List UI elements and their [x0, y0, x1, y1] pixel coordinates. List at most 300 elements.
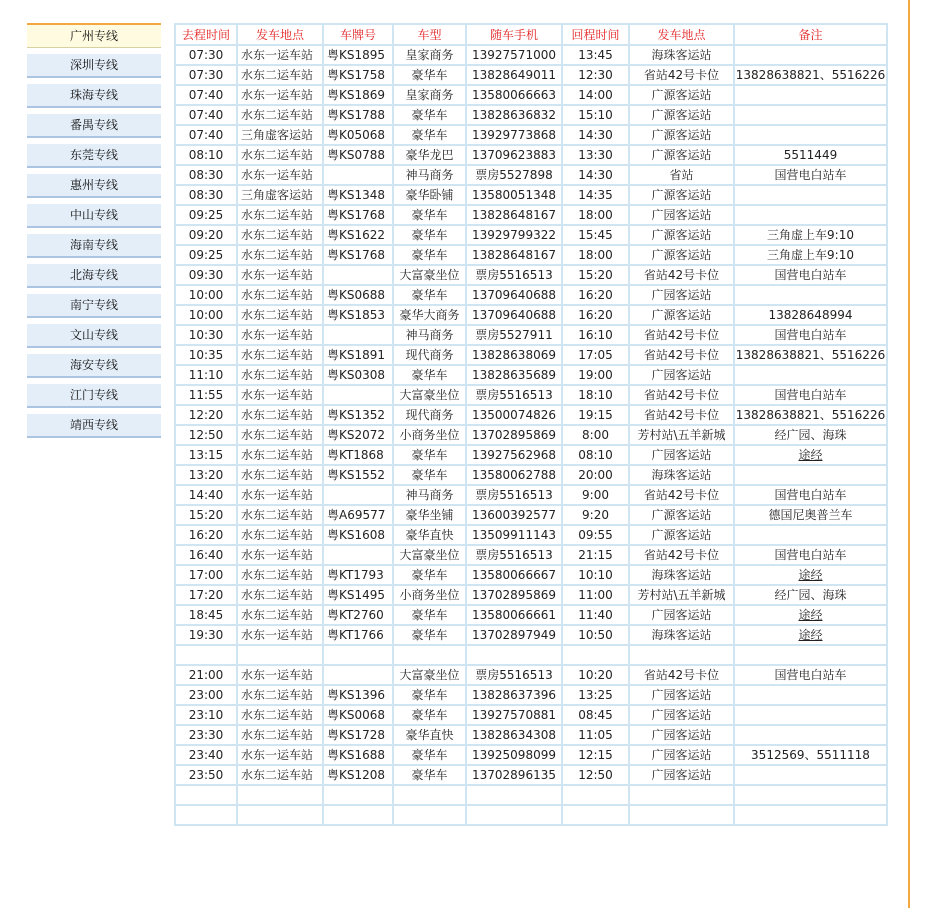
depart-place-cell: 水东二运车站	[237, 525, 323, 545]
return-place-cell: 省站42号卡位	[629, 325, 734, 345]
phone-cell: 13828649011	[466, 65, 562, 85]
return-time-cell: 16:20	[562, 305, 629, 325]
vehicle-type-cell	[393, 805, 466, 825]
table-row	[175, 185, 887, 205]
vehicle-type-cell	[393, 645, 466, 665]
depart-time-cell: 14:40	[175, 485, 237, 505]
return-place-cell: 广园客运站	[629, 605, 734, 625]
remarks-cell: 经广园、海珠	[734, 425, 887, 445]
return-place-cell: 广源客运站	[629, 85, 734, 105]
table-row	[175, 325, 887, 345]
depart-time-cell: 23:50	[175, 765, 237, 785]
depart-place-cell: 水东二运车站	[237, 725, 323, 745]
table-row	[175, 785, 887, 805]
phone-cell: 票房5516513	[466, 385, 562, 405]
table-row	[175, 425, 887, 445]
plate-cell: 粤KS1768	[323, 205, 393, 225]
remarks-cell	[734, 725, 887, 745]
plate-cell: 粤KS1869	[323, 85, 393, 105]
depart-time-cell: 07:40	[175, 125, 237, 145]
depart-time-cell: 23:30	[175, 725, 237, 745]
remarks-cell	[734, 705, 887, 725]
remarks-cell	[734, 85, 887, 105]
table-row	[175, 645, 887, 665]
plate-cell	[323, 485, 393, 505]
remarks-cell	[734, 645, 887, 665]
depart-place-cell: 水东二运车站	[237, 685, 323, 705]
depart-time-cell: 09:30	[175, 265, 237, 285]
depart-place-cell: 水东二运车站	[237, 285, 323, 305]
phone-cell: 票房5516513	[466, 265, 562, 285]
vehicle-type-cell: 神马商务	[393, 325, 466, 345]
table-row	[175, 525, 887, 545]
return-place-cell: 海珠客运站	[629, 45, 734, 65]
vehicle-type-cell: 豪华车	[393, 465, 466, 485]
depart-place-cell: 三角虚客运站	[237, 125, 323, 145]
sidebar-item-route[interactable]: 深圳专线	[27, 53, 161, 78]
table-row	[175, 125, 887, 145]
vehicle-type-cell: 豪华坐铺	[393, 505, 466, 525]
vehicle-type-cell: 现代商务	[393, 405, 466, 425]
return-time-cell: 21:15	[562, 545, 629, 565]
depart-time-cell: 17:00	[175, 565, 237, 585]
phone-cell: 13580066663	[466, 85, 562, 105]
table-row	[175, 265, 887, 285]
table-row	[175, 745, 887, 765]
remarks-cell: 国营电白站车	[734, 545, 887, 565]
plate-cell: 粤KS1788	[323, 105, 393, 125]
phone-cell	[466, 645, 562, 665]
remarks-cell[interactable]: 途经	[734, 625, 887, 645]
vehicle-type-cell	[393, 785, 466, 805]
plate-cell	[323, 165, 393, 185]
header-plate: 车牌号	[323, 24, 393, 45]
depart-place-cell: 水东二运车站	[237, 305, 323, 325]
phone-cell: 票房5527911	[466, 325, 562, 345]
return-time-cell: 19:15	[562, 405, 629, 425]
return-time-cell: 18:10	[562, 385, 629, 405]
phone-cell: 13580066661	[466, 605, 562, 625]
return-place-cell: 芳村站\五羊新城	[629, 425, 734, 445]
remarks-cell	[734, 45, 887, 65]
remarks-cell: 德国尼奥普兰车	[734, 505, 887, 525]
plate-cell	[323, 385, 393, 405]
depart-time-cell: 23:00	[175, 685, 237, 705]
return-place-cell	[629, 805, 734, 825]
depart-time-cell: 12:50	[175, 425, 237, 445]
plate-cell: 粤KS1768	[323, 245, 393, 265]
phone-cell	[466, 785, 562, 805]
remarks-cell: 三角虚上车9:10	[734, 245, 887, 265]
remarks-cell	[734, 685, 887, 705]
vehicle-type-cell: 豪华车	[393, 365, 466, 385]
plate-cell	[323, 785, 393, 805]
depart-place-cell: 水东一运车站	[237, 325, 323, 345]
return-time-cell: 12:15	[562, 745, 629, 765]
return-place-cell: 海珠客运站	[629, 625, 734, 645]
remarks-cell: 国营电白站车	[734, 165, 887, 185]
depart-time-cell	[175, 785, 237, 805]
remarks-cell: 13828648994	[734, 305, 887, 325]
return-place-cell: 广源客运站	[629, 145, 734, 165]
depart-time-cell: 17:20	[175, 585, 237, 605]
sidebar-item-route[interactable]: 靖西专线	[27, 413, 161, 438]
sidebar-item-route[interactable]: 海南专线	[27, 233, 161, 258]
remarks-cell	[734, 805, 887, 825]
phone-cell: 13709640688	[466, 305, 562, 325]
depart-place-cell: 水东一运车站	[237, 45, 323, 65]
sidebar-item-route[interactable]: 北海专线	[27, 263, 161, 288]
return-place-cell: 广源客运站	[629, 185, 734, 205]
table-row	[175, 565, 887, 585]
plate-cell: 粤KS1853	[323, 305, 393, 325]
depart-place-cell: 水东一运车站	[237, 85, 323, 105]
phone-cell: 13702895869	[466, 425, 562, 445]
return-place-cell: 省站42号卡位	[629, 265, 734, 285]
depart-place-cell: 水东一运车站	[237, 545, 323, 565]
return-time-cell: 10:20	[562, 665, 629, 685]
plate-cell: 粤KS1758	[323, 65, 393, 85]
remarks-cell	[734, 785, 887, 805]
phone-cell: 13600392577	[466, 505, 562, 525]
remarks-cell: 国营电白站车	[734, 265, 887, 285]
depart-time-cell: 10:00	[175, 305, 237, 325]
vehicle-type-cell: 大富豪坐位	[393, 545, 466, 565]
vehicle-type-cell: 豪华车	[393, 625, 466, 645]
table-row	[175, 225, 887, 245]
vehicle-type-cell: 豪华车	[393, 565, 466, 585]
return-place-cell: 海珠客运站	[629, 565, 734, 585]
phone-cell: 13828636832	[466, 105, 562, 125]
vehicle-type-cell: 豪华车	[393, 125, 466, 145]
plate-cell: 粤KS1396	[323, 685, 393, 705]
route-sidebar	[27, 23, 161, 443]
vehicle-type-cell: 小商务坐位	[393, 585, 466, 605]
return-time-cell: 11:00	[562, 585, 629, 605]
return-place-cell: 广园客运站	[629, 445, 734, 465]
depart-time-cell: 23:10	[175, 705, 237, 725]
depart-place-cell: 水东一运车站	[237, 265, 323, 285]
table-row	[175, 145, 887, 165]
return-time-cell: 14:30	[562, 125, 629, 145]
return-place-cell	[629, 645, 734, 665]
remarks-cell: 13828638821、5516226	[734, 345, 887, 365]
return-time-cell: 14:30	[562, 165, 629, 185]
depart-time-cell: 19:30	[175, 625, 237, 645]
return-time-cell: 15:20	[562, 265, 629, 285]
phone-cell: 13828634308	[466, 725, 562, 745]
table-row	[175, 705, 887, 725]
plate-cell: 粤KS1208	[323, 765, 393, 785]
depart-place-cell: 水东一运车站	[237, 745, 323, 765]
depart-place-cell: 水东二运车站	[237, 245, 323, 265]
vehicle-type-cell: 皇家商务	[393, 45, 466, 65]
plate-cell: 粤A69577	[323, 505, 393, 525]
phone-cell: 票房5527898	[466, 165, 562, 185]
depart-time-cell: 10:00	[175, 285, 237, 305]
vehicle-type-cell: 豪华车	[393, 765, 466, 785]
table-row	[175, 465, 887, 485]
return-time-cell: 08:10	[562, 445, 629, 465]
phone-cell: 票房5516513	[466, 485, 562, 505]
return-place-cell: 广源客运站	[629, 225, 734, 245]
plate-cell: 粤KS2072	[323, 425, 393, 445]
return-time-cell: 14:35	[562, 185, 629, 205]
vehicle-type-cell: 豪华车	[393, 285, 466, 305]
remarks-cell	[734, 765, 887, 785]
depart-time-cell: 07:40	[175, 105, 237, 125]
depart-place-cell	[237, 805, 323, 825]
return-time-cell: 16:20	[562, 285, 629, 305]
depart-time-cell: 10:30	[175, 325, 237, 345]
table-row	[175, 205, 887, 225]
depart-place-cell: 水东二运车站	[237, 605, 323, 625]
depart-place-cell: 水东二运车站	[237, 765, 323, 785]
plate-cell: 粤KS0688	[323, 285, 393, 305]
phone-cell: 票房5516513	[466, 545, 562, 565]
remarks-cell: 国营电白站车	[734, 485, 887, 505]
table-row	[175, 85, 887, 105]
vehicle-type-cell: 皇家商务	[393, 85, 466, 105]
table-row	[175, 805, 887, 825]
table-row	[175, 365, 887, 385]
vehicle-type-cell: 豪华车	[393, 445, 466, 465]
depart-time-cell: 08:30	[175, 185, 237, 205]
depart-place-cell: 水东二运车站	[237, 365, 323, 385]
return-place-cell: 广源客运站	[629, 105, 734, 125]
phone-cell: 13927570881	[466, 705, 562, 725]
plate-cell: 粤KT1793	[323, 565, 393, 585]
depart-place-cell: 水东一运车站	[237, 665, 323, 685]
plate-cell	[323, 325, 393, 345]
header-vehicle-type: 车型	[393, 24, 466, 45]
return-time-cell: 10:10	[562, 565, 629, 585]
return-time-cell: 13:45	[562, 45, 629, 65]
phone-cell: 13500074826	[466, 405, 562, 425]
plate-cell: 粤KS1352	[323, 405, 393, 425]
table-row	[175, 665, 887, 685]
phone-cell: 13709623883	[466, 145, 562, 165]
return-time-cell: 15:10	[562, 105, 629, 125]
phone-cell: 13828635689	[466, 365, 562, 385]
sidebar-item-route[interactable]: 海安专线	[27, 353, 161, 378]
table-row	[175, 585, 887, 605]
sidebar-item-route[interactable]: 中山专线	[27, 203, 161, 228]
phone-cell: 13828637396	[466, 685, 562, 705]
plate-cell: 粤KS1495	[323, 585, 393, 605]
table-row	[175, 625, 887, 645]
vehicle-type-cell: 豪华卧铺	[393, 185, 466, 205]
sidebar-item-route[interactable]: 南宁专线	[27, 293, 161, 318]
return-place-cell: 省站42号卡位	[629, 485, 734, 505]
depart-place-cell: 水东二运车站	[237, 705, 323, 725]
depart-place-cell: 水东二运车站	[237, 145, 323, 165]
plate-cell: 粤KS1728	[323, 725, 393, 745]
return-time-cell: 11:40	[562, 605, 629, 625]
depart-place-cell: 水东二运车站	[237, 465, 323, 485]
depart-place-cell: 水东二运车站	[237, 425, 323, 445]
return-place-cell: 广园客运站	[629, 365, 734, 385]
phone-cell: 13828648167	[466, 245, 562, 265]
table-row	[175, 765, 887, 785]
remarks-cell: 3512569、5511118	[734, 745, 887, 765]
phone-cell: 13929773868	[466, 125, 562, 145]
depart-place-cell: 水东二运车站	[237, 585, 323, 605]
header-remarks: 备注	[734, 24, 887, 45]
remarks-cell: 经广园、海珠	[734, 585, 887, 605]
remarks-cell: 国营电白站车	[734, 385, 887, 405]
return-time-cell: 14:00	[562, 85, 629, 105]
remarks-cell	[734, 525, 887, 545]
vehicle-type-cell: 豪华车	[393, 605, 466, 625]
return-time-cell: 8:00	[562, 425, 629, 445]
plate-cell: 粤KS1895	[323, 45, 393, 65]
plate-cell	[323, 805, 393, 825]
sidebar-item-route[interactable]: 惠州专线	[27, 173, 161, 198]
return-time-cell: 13:25	[562, 685, 629, 705]
table-row	[175, 345, 887, 365]
return-time-cell: 10:50	[562, 625, 629, 645]
depart-place-cell: 水东二运车站	[237, 105, 323, 125]
return-time-cell: 18:00	[562, 245, 629, 265]
return-time-cell: 08:45	[562, 705, 629, 725]
depart-time-cell: 18:45	[175, 605, 237, 625]
return-place-cell: 广园客运站	[629, 725, 734, 745]
depart-time-cell: 07:30	[175, 65, 237, 85]
sidebar-item-route[interactable]: 东莞专线	[27, 143, 161, 168]
return-time-cell	[562, 785, 629, 805]
return-place-cell: 广源客运站	[629, 505, 734, 525]
return-place-cell: 省站42号卡位	[629, 405, 734, 425]
vehicle-type-cell: 神马商务	[393, 165, 466, 185]
remarks-cell[interactable]: 途经	[734, 445, 887, 465]
phone-cell: 13580062788	[466, 465, 562, 485]
return-time-cell: 12:30	[562, 65, 629, 85]
return-time-cell: 18:00	[562, 205, 629, 225]
depart-time-cell: 12:20	[175, 405, 237, 425]
table-row	[175, 545, 887, 565]
phone-cell: 13929799322	[466, 225, 562, 245]
remarks-cell	[734, 365, 887, 385]
depart-place-cell: 水东一运车站	[237, 385, 323, 405]
vehicle-type-cell: 豪华车	[393, 745, 466, 765]
return-place-cell: 省站42号卡位	[629, 545, 734, 565]
vehicle-type-cell: 豪华车	[393, 225, 466, 245]
plate-cell: 粤KS1891	[323, 345, 393, 365]
depart-time-cell: 08:30	[175, 165, 237, 185]
vehicle-type-cell: 小商务坐位	[393, 425, 466, 445]
plate-cell: 粤K05068	[323, 125, 393, 145]
table-row	[175, 385, 887, 405]
vehicle-type-cell: 豪华龙巴	[393, 145, 466, 165]
depart-place-cell	[237, 645, 323, 665]
sidebar-item-route[interactable]: 广州专线	[27, 23, 161, 48]
vehicle-type-cell: 豪华车	[393, 105, 466, 125]
header-depart-place: 发车地点	[237, 24, 323, 45]
header-return-place: 发车地点	[629, 24, 734, 45]
vehicle-type-cell: 神马商务	[393, 485, 466, 505]
depart-place-cell: 水东二运车站	[237, 445, 323, 465]
return-time-cell: 09:55	[562, 525, 629, 545]
schedule-table	[174, 23, 888, 826]
sidebar-item-route[interactable]: 文山专线	[27, 323, 161, 348]
table-row	[175, 725, 887, 745]
phone-cell: 票房5516513	[466, 665, 562, 685]
sidebar-item-route[interactable]: 番禺专线	[27, 113, 161, 138]
depart-place-cell: 水东二运车站	[237, 505, 323, 525]
return-time-cell: 13:30	[562, 145, 629, 165]
vehicle-type-cell: 豪华直快	[393, 525, 466, 545]
return-place-cell: 省站42号卡位	[629, 345, 734, 365]
phone-cell: 13927562968	[466, 445, 562, 465]
table-row	[175, 485, 887, 505]
depart-time-cell: 16:40	[175, 545, 237, 565]
depart-place-cell: 水东二运车站	[237, 345, 323, 365]
remarks-cell: 13828638821、5516226	[734, 405, 887, 425]
depart-place-cell: 三角虚客运站	[237, 185, 323, 205]
vehicle-type-cell: 豪华车	[393, 65, 466, 85]
depart-time-cell: 23:40	[175, 745, 237, 765]
return-place-cell: 广源客运站	[629, 125, 734, 145]
header-depart-time: 去程时间	[175, 24, 237, 45]
return-place-cell: 省站42号卡位	[629, 65, 734, 85]
remarks-cell[interactable]: 途经	[734, 565, 887, 585]
depart-time-cell: 21:00	[175, 665, 237, 685]
vehicle-type-cell: 豪华车	[393, 205, 466, 225]
return-place-cell: 海珠客运站	[629, 465, 734, 485]
page-right-border	[908, 0, 910, 908]
depart-time-cell: 11:10	[175, 365, 237, 385]
return-time-cell: 20:00	[562, 465, 629, 485]
plate-cell: 粤KT1766	[323, 625, 393, 645]
plate-cell: 粤KT2760	[323, 605, 393, 625]
depart-time-cell: 16:20	[175, 525, 237, 545]
vehicle-type-cell: 豪华车	[393, 245, 466, 265]
phone-cell	[466, 805, 562, 825]
phone-cell: 13580051348	[466, 185, 562, 205]
depart-time-cell: 13:15	[175, 445, 237, 465]
table-row	[175, 165, 887, 185]
plate-cell: 粤KT1868	[323, 445, 393, 465]
return-time-cell: 9:00	[562, 485, 629, 505]
depart-time-cell: 08:10	[175, 145, 237, 165]
sidebar-item-route[interactable]: 珠海专线	[27, 83, 161, 108]
phone-cell: 13509911143	[466, 525, 562, 545]
depart-place-cell: 水东一运车站	[237, 165, 323, 185]
vehicle-type-cell: 豪华车	[393, 705, 466, 725]
depart-time-cell: 15:20	[175, 505, 237, 525]
plate-cell: 粤KS0308	[323, 365, 393, 385]
return-place-cell: 广园客运站	[629, 685, 734, 705]
depart-time-cell: 07:30	[175, 45, 237, 65]
vehicle-type-cell: 大富豪坐位	[393, 385, 466, 405]
vehicle-type-cell: 现代商务	[393, 345, 466, 365]
phone-cell: 13702896135	[466, 765, 562, 785]
plate-cell: 粤KS1608	[323, 525, 393, 545]
depart-place-cell: 水东二运车站	[237, 405, 323, 425]
vehicle-type-cell: 豪华直快	[393, 725, 466, 745]
remarks-cell	[734, 465, 887, 485]
return-time-cell: 12:50	[562, 765, 629, 785]
remarks-cell[interactable]: 途经	[734, 605, 887, 625]
depart-time-cell: 11:55	[175, 385, 237, 405]
phone-cell: 13702895869	[466, 585, 562, 605]
sidebar-item-route[interactable]: 江门专线	[27, 383, 161, 408]
table-row	[175, 505, 887, 525]
plate-cell	[323, 545, 393, 565]
table-row	[175, 605, 887, 625]
table-row	[175, 285, 887, 305]
